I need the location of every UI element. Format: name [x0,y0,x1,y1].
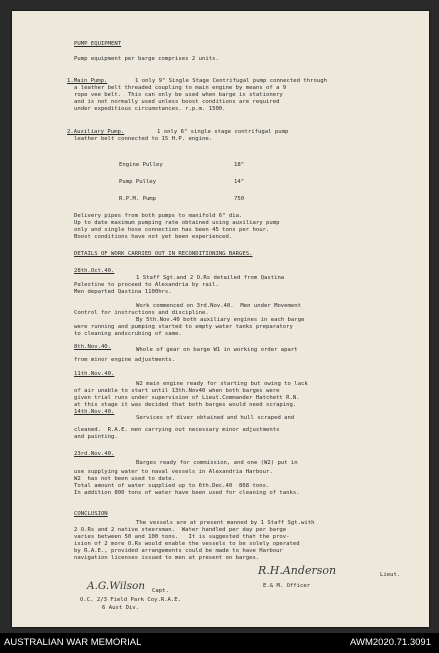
archive-name: AUSTRALIAN WAR MEMORIAL [4,637,142,648]
spec-label: Pump Pulley [119,179,157,185]
entry-line: By 5th.Nov.40 both auxiliary engines in each barge [136,317,305,323]
entry-line: Barges ready for commission, and one (W2) put in [136,460,298,466]
entry-line: and painting. [74,434,118,440]
details-heading: DETAILS OF WORK CARRIED OUT IN RECONDITIONING BARGES. [74,251,253,257]
spec-label: Engine Pulley [119,162,163,168]
entry-line: were running and pumping started to empty water tanks preparatory [74,324,293,330]
left-signatory-rank: Capt. [152,588,169,594]
document-page [12,11,429,627]
spec-label: R.P.M. Pump [119,196,157,202]
entry-date: 8th.Nov.40. [74,344,112,350]
main-pump-line: rope vee belt. This can only be used when barge is stationery [74,92,283,98]
spec-value: 750 [234,196,245,202]
entry-line: 1 Staff Sgt.and 2 O.Rs detailed from Qastina [136,275,285,281]
left-signatory-division: 6 Aust Div. [102,605,140,611]
main-pump-line: and is not normally used unless boost conditions are required [74,99,280,105]
entry-date: 28th.Oct.40. [74,268,115,274]
entry-line: at this stage it was decided that both barges would need scraping. [74,402,297,408]
conclusion-line: 2 O.Rs and 2 native steersman. Water handled per day per barge [74,527,287,533]
entry-line: Control for instructions and discipline. [74,310,209,316]
conclusion-heading: CONCLUSION [74,511,108,517]
spec-value: 14" [234,179,245,185]
entry-date: 14th.Nov.40. [74,409,115,415]
entry-line: from minor engine adjustments. [74,357,176,363]
delivery-line: Boost conditions have not yet been experienced. [74,234,233,240]
right-signature: R.H.Anderson [258,564,337,577]
main-pump-line: a leather belt threaded coupling to main engine by means of a 9 [74,85,287,91]
delivery-line: only and single hose connection has been 45 tons per hour. [74,227,270,233]
entry-line: given trial runs under supervision of Lieut.Commander Hatchett R.N. [74,395,300,401]
delivery-line: Up to date maximum pumping rate obtained using auxiliary pump [74,220,280,226]
spec-value: 18" [234,162,245,168]
left-signature: A.G.Wilson [87,580,146,592]
entry-line: use supplying water to naval vessels in Alexandria Harbour. [74,469,273,475]
entry-date: 11th.Nov.40. [74,371,115,377]
right-signatory-rank: Lieut. [380,572,401,578]
entry-line: Services of diver obtained and hull scraped and [136,415,295,421]
conclusion-line: by R.A.E., provided arrangements could be made to have Harbour [74,548,283,554]
entry-line: Palestine to proceed to Alexandria by rail. [74,282,219,288]
aux-pump-line: 1 only 6" single stage contrifugal pump [157,129,289,135]
entry-date: 23rd.Nov.40. [74,451,115,457]
entry-line: W2 has not been used to date. [74,476,176,482]
entry-line: Total amount of water supplied up to 6th.Dec.40 868 tons. [74,483,270,489]
entry-line: cleaned. R.A.E. men carrying out necessary minor adjustments [74,427,280,433]
document-title: PUMP EQUIPMENT [74,41,122,47]
archive-reference: AWM2020.71.3091 [350,637,431,648]
entry-line: to cleaning andscrubing of same. [74,331,182,337]
entry-line: Whole of gear on barge W1 in working order apart [136,347,298,353]
main-pump-line: 1 only 9" Single Stage Centrifugal pump connected through [135,78,327,84]
entry-line: Work commenced on 3rd.Nov.40. Men under Movement [136,303,302,309]
conclusion-line: navigation licenses issued to men at present on barges. [74,555,260,561]
document-body [12,11,429,627]
main-pump-heading: 1.Main Pump. [67,78,108,84]
main-pump-line: under expeditious circumstances. r.p.m. 1500. [74,106,226,112]
intro-line: Pump equipment per barge comprises 2 units. [74,56,219,62]
right-signatory-unit: E.& M. Officer [263,583,311,589]
entry-line: Men departed Qastina 1100hrs. [74,289,172,295]
entry-line: of air unable to start until 13th.Nov40 when both barges were [74,388,280,394]
aux-pump-line: leather belt connected to 15 H.P. engine. [74,136,213,142]
entry-line: In addition 800 tons of water have been used for cleaning of tanks. [74,490,300,496]
entry-line: W2 main engine ready for starting but owing to lack [136,381,308,387]
conclusion-line: varies between 50 and 100 tons. It is suggested that the prov- [74,534,290,540]
delivery-line: Delivery pipes from both pumps to manifold 6" dia. [74,213,243,219]
aux-pump-heading: 2.Auxiliary Pump. [67,129,125,135]
conclusion-line: ision of 2 more O.Rs would enable the vessels to be solely operated [74,541,300,547]
left-signatory-unit: O.C. 2/3 Field Park Coy.R.A.E. [80,597,182,603]
conclusion-line: The vessels are at present manned by 1 Staff Sgt.with [136,520,315,526]
archive-footer [0,633,439,653]
